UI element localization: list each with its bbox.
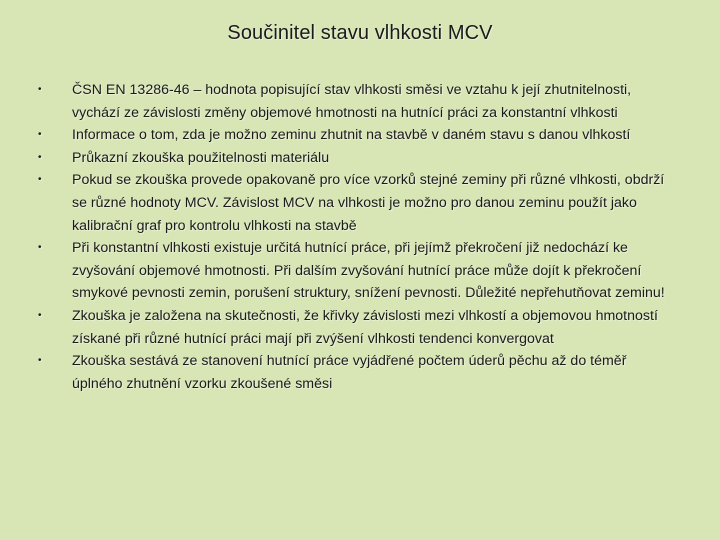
list-item-text: Průkazní zkouška použitelnosti materiálu	[72, 149, 330, 166]
list-item-text: Při konstantní vlhkosti existuje určitá hutnící práce, při jejímž překročení již nedochází ke zvyšování objemové hmotnosti. Při dalším zvyšování hutnící práce může dojít k překročení smykové pevnosti zemin, porušení struktury, snížení pevnosti. Důležité nepřehutňovat zeminu!	[72, 240, 665, 302]
list-item	[38, 305, 678, 350]
bullet-icon: •	[38, 151, 42, 163]
bullet-icon: •	[38, 309, 42, 321]
list-item	[38, 169, 678, 237]
list-item-text: ČSN EN 13286-46 – hodnota popisující stav vlhkosti směsi ve vztahu k její zhutnitelnosti, vychází ze závislosti změny objemové hmotnosti na hutnící práci za konstantní vlhkosti	[72, 82, 632, 121]
list-item-text: Zkouška je založena na skutečnosti, že křivky závislosti mezi vlhkostí a objemovou hmotností získané při různé hutnící práci mají při zvýšení vlhkosti tendenci konvergovat	[72, 307, 658, 347]
bullet-icon: •	[38, 84, 42, 95]
list-item	[38, 350, 678, 395]
list-item	[38, 237, 678, 305]
list-item-text: Zkouška sestává ze stanovení hutnící práce vyjádřené počtem úderů pěchu až do téměř úplného zhutnění vzorku zkoušené směsi	[72, 353, 627, 392]
slide-title: Součinitel stavu vlhkosti MCV	[227, 22, 493, 44]
bullet-list	[38, 79, 678, 395]
bullet-icon: •	[38, 242, 42, 254]
list-item	[38, 124, 678, 147]
bullet-icon: •	[38, 355, 42, 367]
list-item	[38, 147, 678, 170]
bullet-icon: •	[38, 129, 42, 141]
list-item	[38, 79, 678, 124]
list-item-text: Informace o tom, zda je možno zeminu zhutnit na stavbě v daném stavu s danou vlhkostí	[72, 127, 631, 144]
bullet-icon: •	[38, 174, 42, 186]
list-item-text: Pokud se zkouška provede opakovaně pro více vzorků stejné zeminy při různé vlhkosti, obdrží se různé hodnoty MCV. Závislost MCV na vlhkosti je možno pro danou zeminu použít jako kalibrační graf pro kontrolu vlhkosti na stavbě	[72, 172, 665, 234]
